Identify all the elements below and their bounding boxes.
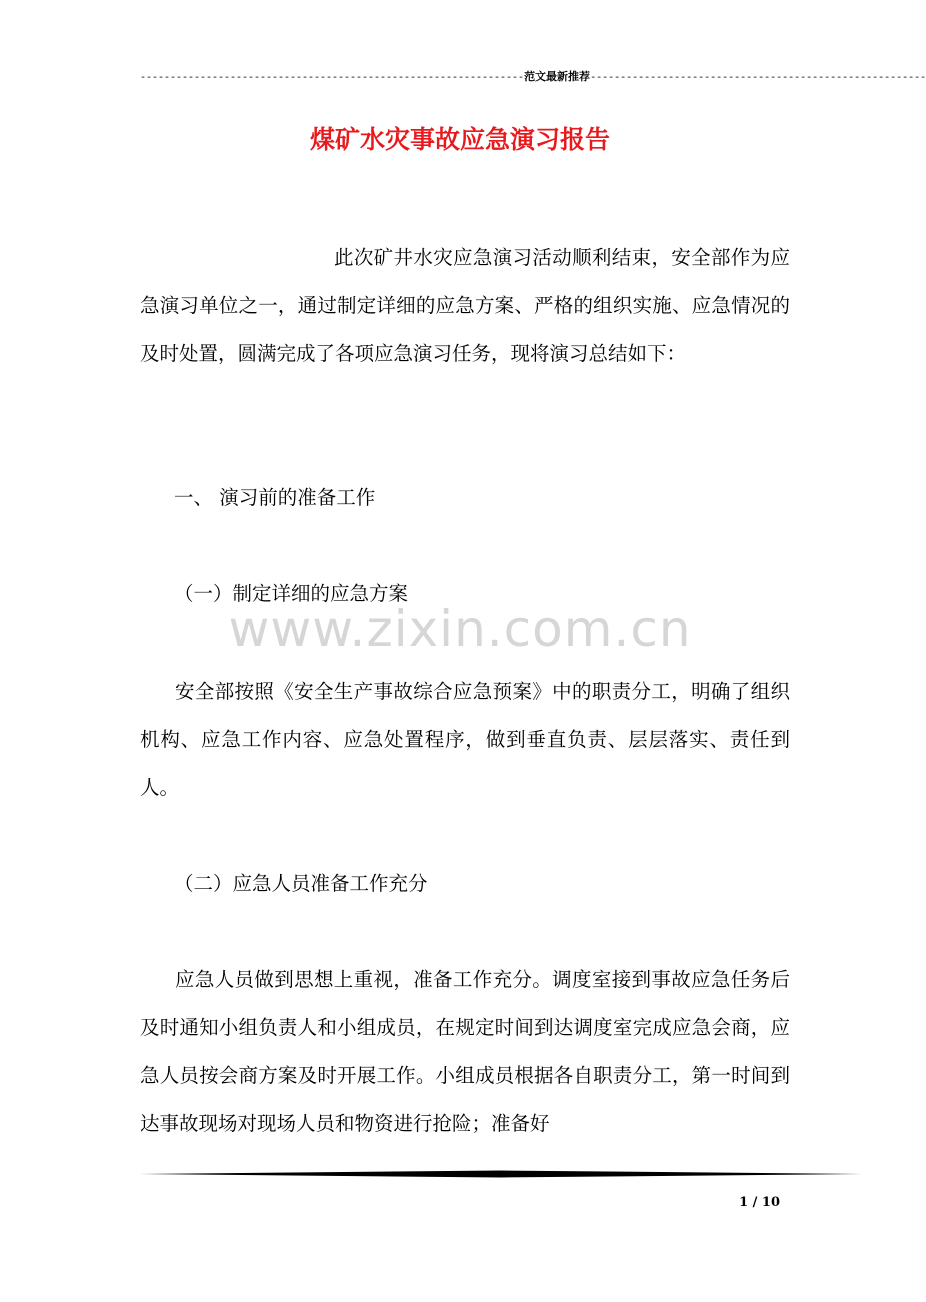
footer-divider — [140, 1170, 862, 1178]
subsection-heading-1: （一）制定详细的应急方案 — [174, 582, 409, 605]
intro-paragraph: 此次矿井水灾应急演习活动顺利结束，安全部作为应急演习单位之一，通过制定详细的应急方案、严格的组织实施、应急情况的及时处置，圆满完成了各项应急演习任务，现将演习总结如下： — [140, 246, 790, 365]
header-label: 范文最新推荐 — [524, 70, 591, 83]
header-dashes-right: -------------------------------------------------------- — [590, 73, 926, 84]
paragraph-2: 应急人员做到思想上重视，准备工作充分。调度室接到事故应急任务后及时通知小组负责人和小组成员，在规定时间到达调度室完成应急会商，应急人员按会商方案及时开展工作。小组成员根据各自职责分工，第一时间到达事故现场对现场人员和物资进行抢险；准备好 — [140, 968, 790, 1135]
paragraph-1: 安全部按照《安全生产事故综合应急预案》中的职责分工，明确了组织机构、应急工作内容、应急处置程序，做到垂直负责、层层落实、责任到人。 — [140, 680, 790, 799]
watermark: www.zixin.com.cn — [228, 600, 692, 658]
header-dashes-left: ---------------------------------------------------------------- — [140, 73, 525, 84]
section-heading-1: 一、 演习前的准备工作 — [174, 486, 376, 509]
subsection-heading-2: （二）应急人员准备工作充分 — [174, 872, 428, 895]
document-title: 煤矿水灾事故应急演习报告 — [309, 125, 610, 154]
page-header — [140, 67, 926, 87]
page-number: 1 / 10 — [739, 1195, 780, 1210]
